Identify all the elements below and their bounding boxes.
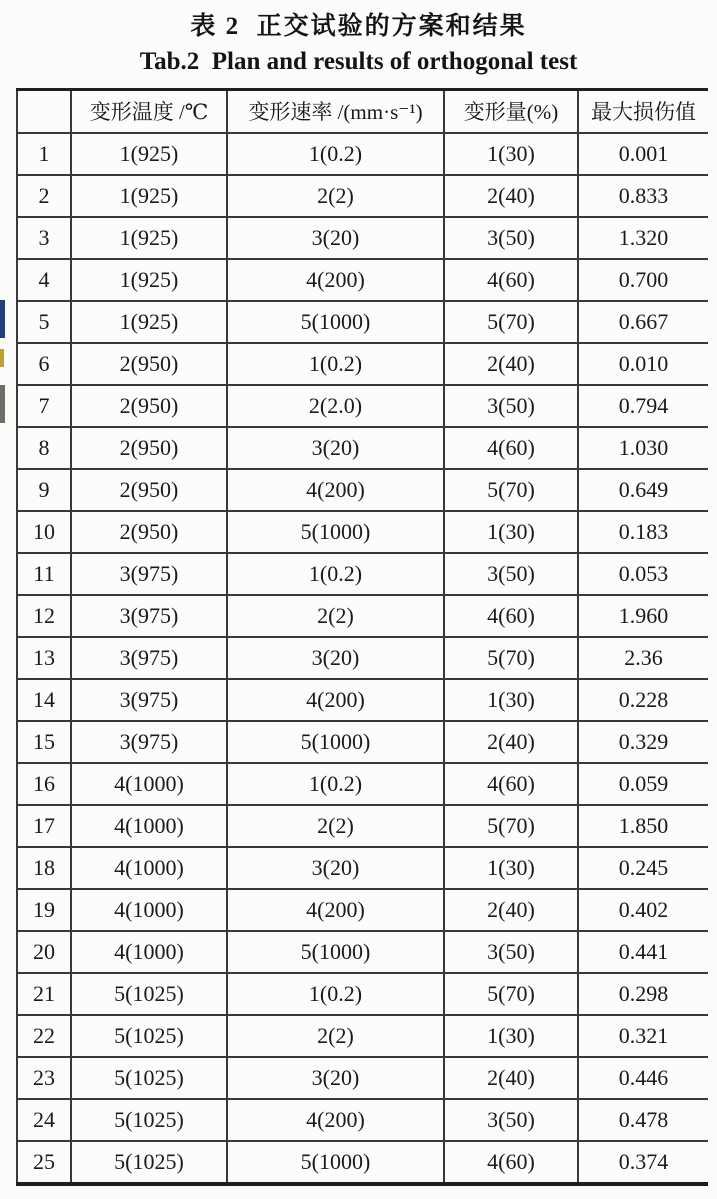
data-cell: 0.298 [578,973,708,1015]
data-cell: 1.960 [578,595,708,637]
data-cell: 4(1000) [71,805,227,847]
data-cell: 3(975) [71,721,227,763]
data-cell: 0.374 [578,1141,708,1184]
data-cell: 2(950) [71,469,227,511]
row-number-cell: 4 [17,259,71,301]
data-cell: 1(30) [444,1015,578,1057]
orthogonal-test-table [16,88,708,1186]
data-cell: 4(60) [444,595,578,637]
data-cell: 0.010 [578,343,708,385]
row-number-cell: 24 [17,1099,71,1141]
data-cell: 4(200) [227,889,444,931]
data-cell: 3(975) [71,553,227,595]
row-number-cell: 9 [17,469,71,511]
data-cell: 4(200) [227,469,444,511]
data-cell: 1(925) [71,259,227,301]
data-cell: 1.320 [578,217,708,259]
data-cell: 2(2) [227,805,444,847]
data-cell: 1(0.2) [227,343,444,385]
data-cell: 0.329 [578,721,708,763]
column-header: 最大损伤值 [578,90,708,134]
data-cell: 1(30) [444,511,578,553]
data-cell: 0.059 [578,763,708,805]
row-number-cell: 22 [17,1015,71,1057]
data-cell: 4(60) [444,427,578,469]
data-cell: 0.794 [578,385,708,427]
row-number-cell: 21 [17,973,71,1015]
column-header: 变形量(%) [444,90,578,134]
data-cell: 1(30) [444,847,578,889]
data-cell: 0.700 [578,259,708,301]
data-cell: 0.183 [578,511,708,553]
data-cell: 1(0.2) [227,133,444,175]
table-row [17,679,708,721]
data-cell: 4(1000) [71,889,227,931]
table-row [17,259,708,301]
row-number-cell: 12 [17,595,71,637]
row-number-cell: 18 [17,847,71,889]
header-row [17,90,708,134]
table-row [17,1099,708,1141]
column-header: 变形温度 /℃ [71,90,227,134]
data-cell: 2(950) [71,385,227,427]
table-row [17,343,708,385]
row-number-cell: 10 [17,511,71,553]
data-cell: 1(0.2) [227,763,444,805]
data-cell: 2(40) [444,889,578,931]
data-cell: 5(70) [444,637,578,679]
data-cell: 3(975) [71,637,227,679]
data-cell: 3(50) [444,931,578,973]
data-cell: 1(925) [71,301,227,343]
data-cell: 3(20) [227,847,444,889]
data-cell: 3(975) [71,679,227,721]
data-cell: 5(1025) [71,1015,227,1057]
table-header [17,90,708,134]
table-row [17,427,708,469]
data-cell: 3(20) [227,217,444,259]
data-cell: 2(40) [444,1057,578,1099]
table-title-english: Tab.2 Plan and results of orthogonal test [139,48,578,75]
table-row [17,931,708,973]
data-cell: 4(200) [227,1099,444,1141]
data-cell: 3(50) [444,553,578,595]
table-row [17,637,708,679]
data-cell: 0.402 [578,889,708,931]
table-body [17,133,708,1184]
row-number-cell: 15 [17,721,71,763]
data-cell: 5(70) [444,973,578,1015]
table-row [17,175,708,217]
data-cell: 2(950) [71,511,227,553]
data-cell: 3(50) [444,217,578,259]
data-cell: 2(40) [444,721,578,763]
row-number-cell: 14 [17,679,71,721]
column-header: 变形速率 /(mm·s⁻¹) [227,90,444,134]
data-cell: 0.053 [578,553,708,595]
data-cell: 1(30) [444,679,578,721]
data-cell: 0.321 [578,1015,708,1057]
table-row [17,217,708,259]
data-cell: 0.001 [578,133,708,175]
data-cell: 1.850 [578,805,708,847]
scan-artifact [0,300,5,338]
data-cell: 3(50) [444,385,578,427]
scan-artifact [0,385,5,423]
data-cell: 2(950) [71,343,227,385]
data-cell: 4(1000) [71,931,227,973]
data-cell: 5(1025) [71,1057,227,1099]
row-number-cell: 17 [17,805,71,847]
table-row [17,469,708,511]
data-cell: 1.030 [578,427,708,469]
data-cell: 2.36 [578,637,708,679]
table-row [17,385,708,427]
data-cell: 0.446 [578,1057,708,1099]
table-row [17,511,708,553]
data-cell: 4(200) [227,679,444,721]
data-cell: 2(2) [227,1015,444,1057]
table-row [17,133,708,175]
data-cell: 3(975) [71,595,227,637]
data-cell: 5(1000) [227,511,444,553]
data-cell: 4(60) [444,1141,578,1184]
data-cell: 4(200) [227,259,444,301]
data-cell: 2(2) [227,595,444,637]
data-cell: 3(50) [444,1099,578,1141]
data-cell: 4(60) [444,763,578,805]
data-cell: 5(70) [444,805,578,847]
table-row [17,1015,708,1057]
row-number-cell: 7 [17,385,71,427]
data-cell: 5(1025) [71,973,227,1015]
data-cell: 1(0.2) [227,973,444,1015]
data-cell: 1(925) [71,217,227,259]
table-row [17,973,708,1015]
data-cell: 5(1000) [227,1141,444,1184]
data-cell: 2(950) [71,427,227,469]
data-cell: 1(925) [71,133,227,175]
data-cell: 0.833 [578,175,708,217]
table-title-chinese: 表 2 正交试验的方案和结果 [190,13,527,40]
data-cell: 0.478 [578,1099,708,1141]
row-number-cell: 23 [17,1057,71,1099]
data-cell: 5(1000) [227,721,444,763]
column-header [17,90,71,134]
data-cell: 4(60) [444,259,578,301]
data-cell: 2(2.0) [227,385,444,427]
row-number-cell: 20 [17,931,71,973]
data-cell: 3(20) [227,637,444,679]
data-cell: 2(40) [444,175,578,217]
table-row [17,847,708,889]
table-row [17,1057,708,1099]
table-row [17,595,708,637]
data-cell: 1(0.2) [227,553,444,595]
data-cell: 5(70) [444,469,578,511]
table-row [17,889,708,931]
table-row [17,763,708,805]
data-cell: 0.245 [578,847,708,889]
row-number-cell: 3 [17,217,71,259]
data-cell: 5(1025) [71,1141,227,1184]
data-cell: 2(40) [444,343,578,385]
row-number-cell: 6 [17,343,71,385]
data-cell: 4(1000) [71,847,227,889]
table-row [17,553,708,595]
data-cell: 5(1000) [227,931,444,973]
data-cell: 1(925) [71,175,227,217]
table-row [17,721,708,763]
data-cell: 2(2) [227,175,444,217]
row-number-cell: 8 [17,427,71,469]
data-cell: 1(30) [444,133,578,175]
data-cell: 4(1000) [71,763,227,805]
table-row [17,301,708,343]
data-cell: 3(20) [227,427,444,469]
data-cell: 5(1025) [71,1099,227,1141]
scan-artifact [0,349,4,367]
data-cell: 0.649 [578,469,708,511]
row-number-cell: 5 [17,301,71,343]
row-number-cell: 11 [17,553,71,595]
table-row [17,1141,708,1184]
row-number-cell: 25 [17,1141,71,1184]
data-cell: 3(20) [227,1057,444,1099]
row-number-cell: 16 [17,763,71,805]
table-row [17,805,708,847]
row-number-cell: 19 [17,889,71,931]
data-cell: 0.667 [578,301,708,343]
data-cell: 5(70) [444,301,578,343]
data-cell: 0.228 [578,679,708,721]
data-cell: 0.441 [578,931,708,973]
row-number-cell: 2 [17,175,71,217]
data-cell: 5(1000) [227,301,444,343]
row-number-cell: 13 [17,637,71,679]
row-number-cell: 1 [17,133,71,175]
